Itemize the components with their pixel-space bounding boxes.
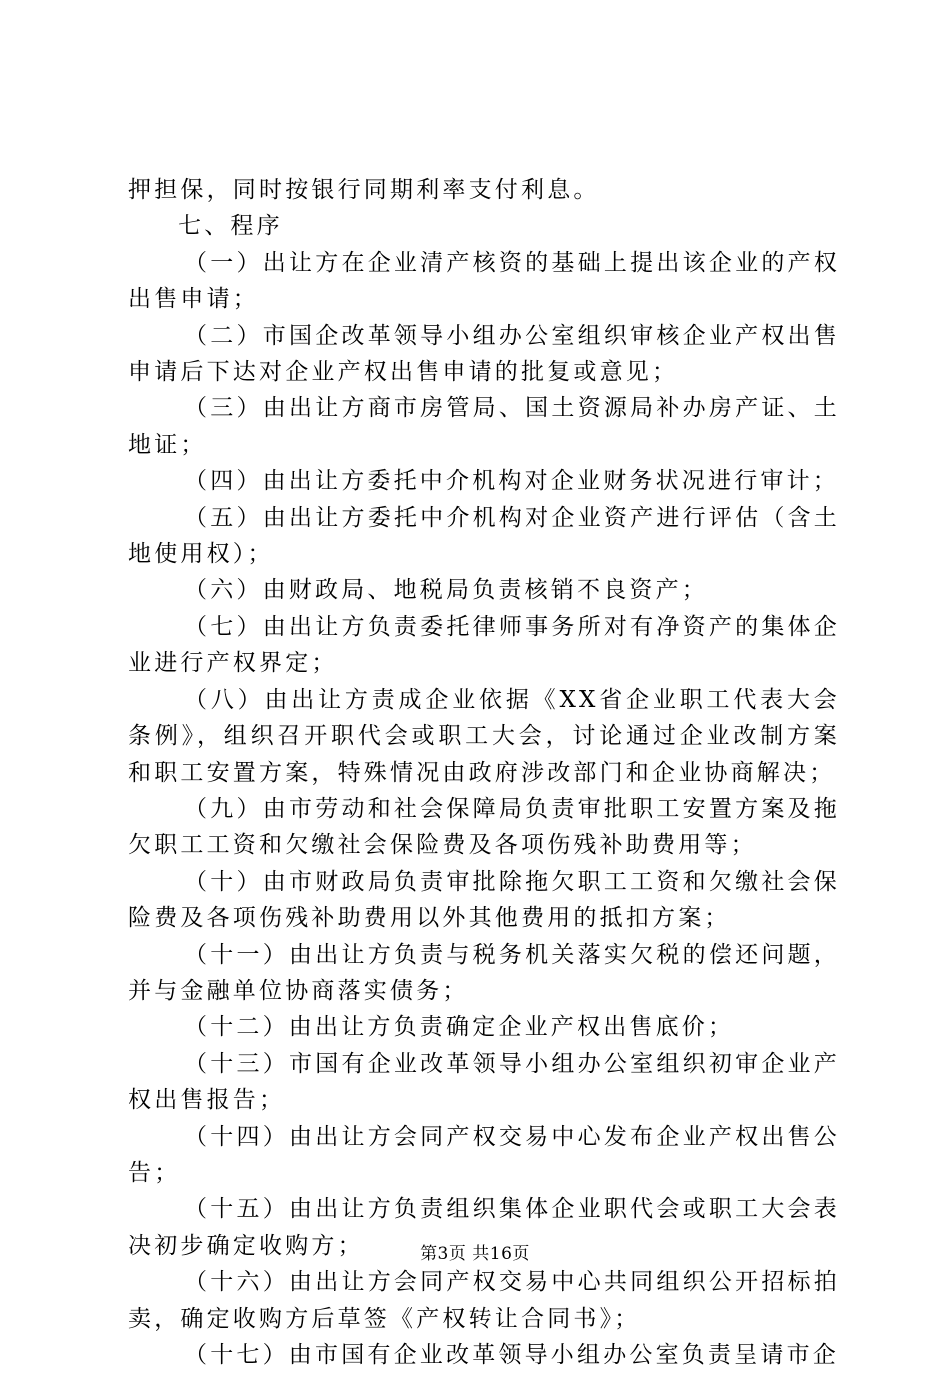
paragraph: 押担保，同时按银行同期利率支付利息。 <box>128 177 600 203</box>
paragraph: （一）出让方在企业清产核资的基础上提出该企业的产权出售申请； <box>128 249 840 313</box>
paragraph: （三）由出让方商市房管局、国土资源局补办房产证、土地证； <box>128 395 840 458</box>
document-body <box>128 172 840 1373</box>
page-footer: 第3页 共16页 <box>420 1244 530 1264</box>
paragraph: （十三）市国有企业改革领导小组办公室组织初审企业产权出售报告； <box>128 1050 840 1114</box>
paragraph: （十五）由出让方负责组织集体企业职代会或职工大会表决初步确定收购方； <box>128 1196 840 1259</box>
paragraph: （二）市国企改革领导小组办公室组织审核企业产权出售申请后下达对企业产权出售申请的批复或意见； <box>128 322 840 386</box>
paragraph: （四）由出让方委托中介机构对企业财务状况进行审计； <box>184 468 839 495</box>
paragraph: （十四）由出让方会同产权交易中心发布企业产权出售公告； <box>128 1123 840 1186</box>
paragraph: （六）由财政局、地税局负责核销不良资产； <box>184 577 708 604</box>
paragraph: （十）由市财政局负责审批除拖欠职工工资和欠缴社会保险费及各项伤残补助费用以外其他费用的抵扣方案； <box>128 868 840 932</box>
paragraph: 七、程序 <box>178 213 283 240</box>
paragraph: （七）由出让方负责委托律师事务所对有净资产的集体企业进行产权界定； <box>128 613 840 677</box>
paragraph: （八）由出让方责成企业依据《XX省企业职工代表大会条例》，组织召开职代会或职工大会，讨论通过企业改制方案和职工安置方案，特殊情况由政府涉改部门和企业协商解决； <box>128 686 840 786</box>
paragraph: （五）由出让方委托中介机构对企业资产进行评估（含土地使用权）； <box>128 504 840 568</box>
paragraph: （十二）由出让方负责确定企业产权出售底价； <box>184 1014 735 1041</box>
paragraph: （十一）由出让方负责与税务机关落实欠税的偿还问题，并与金融单位协商落实债务； <box>128 941 840 1004</box>
paragraph: （九）由市劳动和社会保障局负责审批职工安置方案及拖欠职工工资和欠缴社会保险费及各项伤残补助费用等； <box>128 795 840 859</box>
paragraph: （十七）由市国有企业改革领导小组办公室负责呈请市企 <box>184 1342 839 1368</box>
paragraph: （十六）由出让方会同产权交易中心共同组织公开招标拍卖，确定收购方后草签《产权转让合同书》； <box>128 1269 840 1332</box>
